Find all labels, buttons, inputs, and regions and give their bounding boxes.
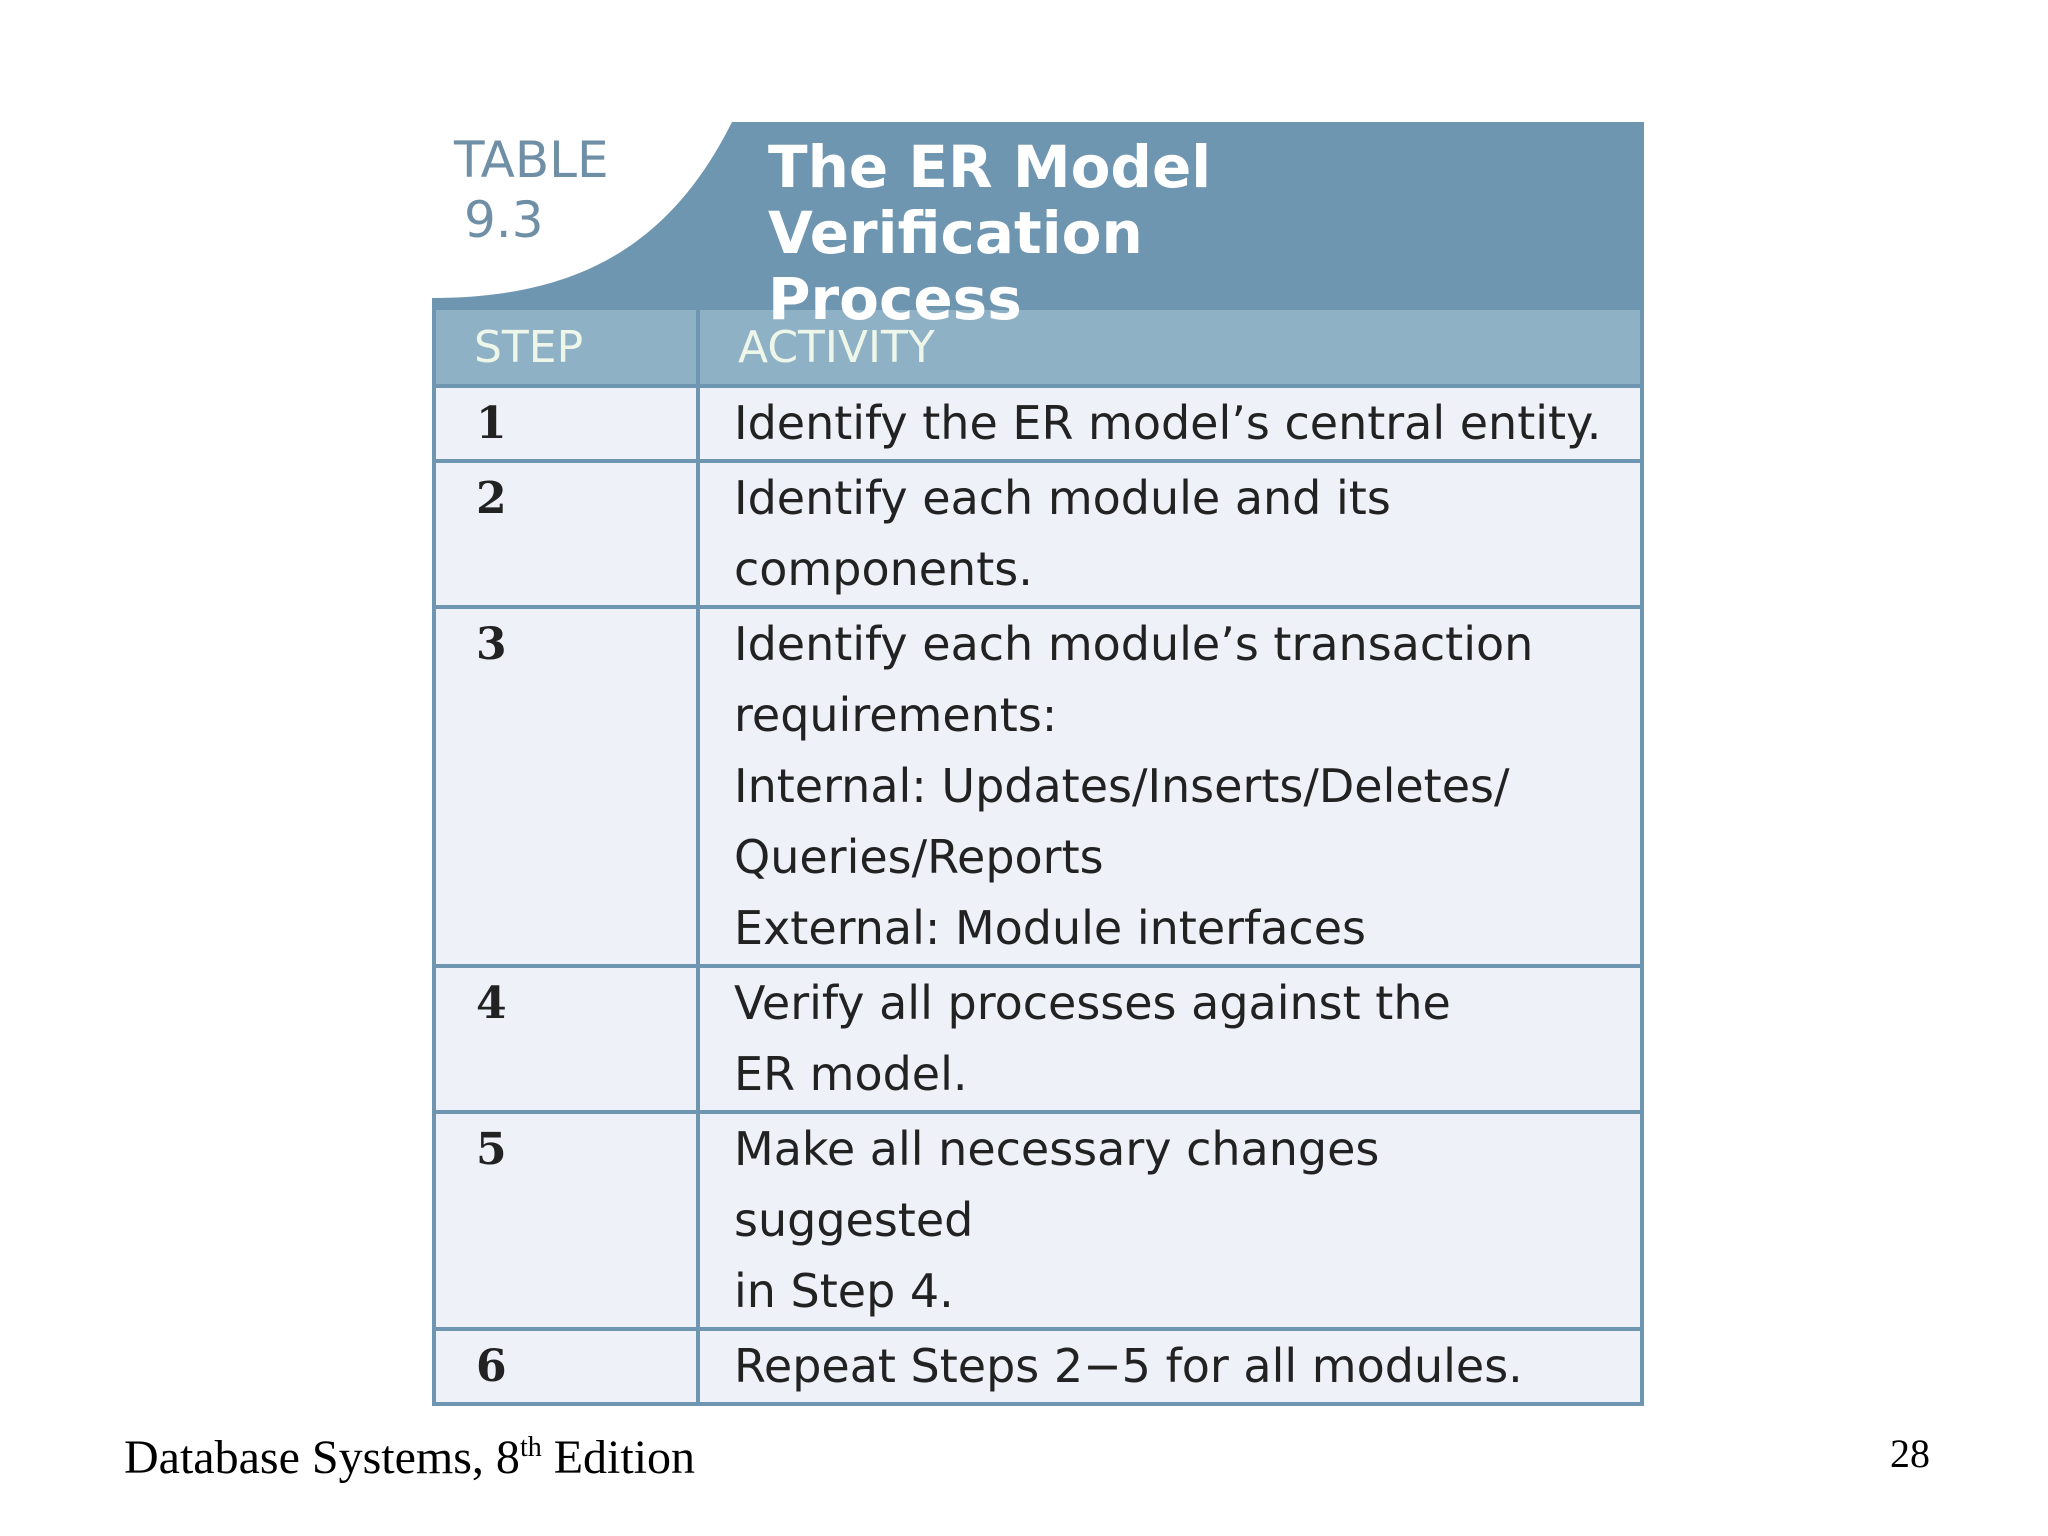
verification-table bbox=[432, 122, 1644, 1406]
activity-cell bbox=[698, 461, 1642, 607]
step-number: 1 bbox=[434, 386, 698, 461]
activity-line: Make all necessary changes suggested bbox=[734, 1122, 1380, 1247]
activity-line: in Step 4. bbox=[734, 1264, 954, 1318]
step-number: 6 bbox=[434, 1329, 698, 1404]
table-row bbox=[434, 607, 1642, 966]
activity-cell bbox=[698, 966, 1642, 1112]
table-row bbox=[434, 386, 1642, 461]
table-row bbox=[434, 966, 1642, 1112]
table-label bbox=[454, 130, 609, 250]
table-title bbox=[768, 134, 1588, 332]
book-title-suffix: Edition bbox=[541, 1431, 696, 1484]
activity-line: Verify all processes against the bbox=[734, 976, 1451, 1030]
table-row bbox=[434, 1112, 1642, 1329]
activity-cell bbox=[698, 1329, 1642, 1404]
activity-line: components. bbox=[734, 542, 1033, 596]
activity-line: ER model. bbox=[734, 1047, 968, 1101]
step-column-header: STEP bbox=[434, 308, 698, 386]
activity-line: Queries/Reports bbox=[734, 830, 1104, 884]
activity-cell bbox=[698, 1112, 1642, 1329]
activity-line: Identify the ER model’s central entity. bbox=[734, 396, 1602, 450]
steps-table bbox=[432, 306, 1644, 1406]
activity-line: External: Module interfaces bbox=[734, 901, 1366, 955]
table-label-number: 9.3 bbox=[464, 191, 544, 249]
page-number: 28 bbox=[1890, 1431, 1930, 1476]
table-title-area bbox=[432, 122, 1644, 333]
book-citation bbox=[124, 1430, 695, 1485]
book-title-prefix: Database Systems, 8 bbox=[124, 1431, 520, 1484]
table-row bbox=[434, 1329, 1642, 1404]
step-number: 5 bbox=[434, 1112, 698, 1329]
step-number: 3 bbox=[434, 607, 698, 966]
table-row bbox=[434, 461, 1642, 607]
activity-line: requirements: bbox=[734, 688, 1058, 742]
activity-line: Identify each module’s transaction bbox=[734, 617, 1534, 671]
activity-line: Repeat Steps 2−5 for all modules. bbox=[734, 1339, 1523, 1393]
table-body bbox=[434, 386, 1642, 1404]
activity-cell bbox=[698, 607, 1642, 966]
table-title-line: Process bbox=[768, 265, 1022, 333]
step-number: 2 bbox=[434, 461, 698, 607]
activity-cell bbox=[698, 386, 1642, 461]
book-edition-suffix: th bbox=[519, 1432, 542, 1463]
table-title-line: The ER Model Verification bbox=[768, 133, 1212, 267]
step-number: 4 bbox=[434, 966, 698, 1112]
activity-line: Identify each module and its bbox=[734, 471, 1391, 525]
activity-column-header: ACTIVITY bbox=[698, 308, 1642, 386]
activity-line: Internal: Updates/Inserts/Deletes/ bbox=[734, 759, 1510, 813]
table-label-word: TABLE bbox=[454, 131, 609, 189]
